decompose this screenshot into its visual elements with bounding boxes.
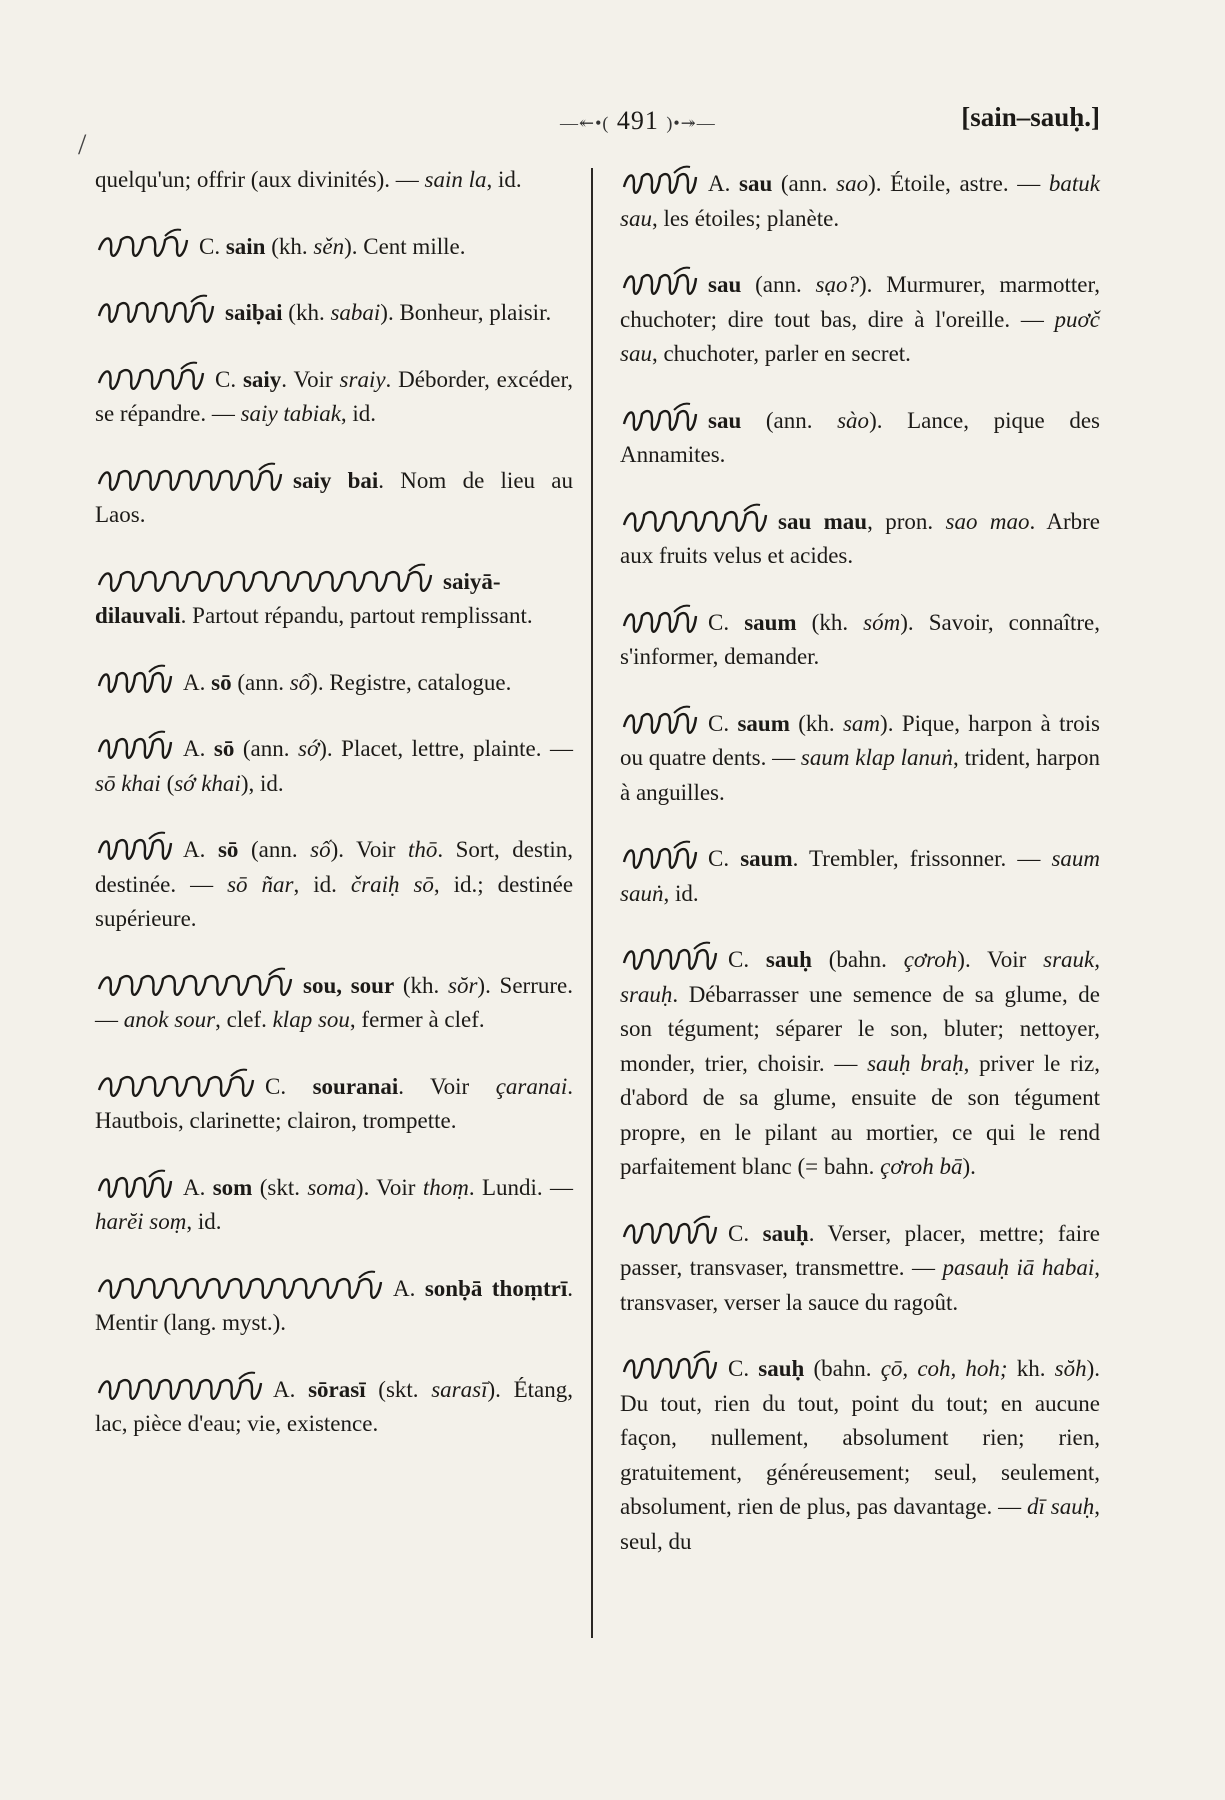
definition-text: . Débarrasser une semence de sa glume, de son tégument; séparer le son, bluter; nettoyer, monder, trier, choisir. — (620, 981, 1100, 1076)
definition-text: A. (183, 837, 218, 862)
entry-sau2 (620, 264, 1100, 372)
definition-text: (bahn. (804, 1356, 881, 1381)
definition-text: (ann. (238, 837, 311, 862)
italic-term: sō khai (95, 770, 161, 796)
cham-script-glyph (95, 829, 175, 863)
definition-text: C. (728, 947, 766, 972)
definition-text: C. (708, 710, 738, 736)
cham-script-glyph (620, 163, 700, 197)
italic-term: thō (407, 837, 438, 862)
entry-sauh2 (620, 1213, 1100, 1321)
definition-text: ). Savoir, connaître, s'informer, demander. (620, 609, 1100, 669)
italic-term: sổ (289, 669, 311, 695)
italic-term: sauḥ braḥ (867, 1050, 964, 1076)
italic-term: sō ñar (227, 871, 294, 897)
cham-script-glyph (95, 292, 217, 326)
definition-text: ). Étoile, astre. — (868, 171, 1049, 196)
definition-text: (kh. (265, 233, 314, 259)
definition-text: ( (160, 770, 175, 796)
definition-text: , id. (663, 880, 699, 906)
definition-text: . Lundi. — (468, 1174, 573, 1200)
definition-text: , clef. (215, 1007, 273, 1032)
definition-text: . Voir (281, 366, 340, 392)
cham-script-glyph (620, 939, 720, 973)
entry-sorasi (95, 1369, 573, 1442)
page-header (90, 98, 1100, 148)
headword: sau (708, 272, 742, 297)
definition-text: C. (708, 846, 741, 871)
cham-script-glyph (95, 1167, 175, 1201)
definition-text: (kh. (282, 300, 331, 325)
definition-text: quelqu'un; offrir (aux divinités). — (95, 167, 425, 192)
definition-text: ). Pique, harpon à trois ou quatre dents. — (620, 710, 1100, 770)
italic-term: sớ khai (174, 770, 241, 796)
definition-text: ). Voir (330, 837, 408, 862)
italic-term: batuk sau (620, 171, 1100, 231)
italic-term: sớ (298, 736, 320, 761)
italic-term: sào (837, 407, 870, 433)
definition-text: (kh. (394, 972, 449, 998)
italic-term: sŏh (1054, 1356, 1087, 1381)
headword: sōrasī (308, 1376, 366, 1402)
italic-term: klap sou (272, 1007, 350, 1032)
definition-text: , chuchoter, parler en secret. (651, 341, 911, 366)
definition-text: . Nom de lieu au Laos. (95, 467, 574, 527)
definition-text: . Arbre aux fruits velus et acides. (620, 508, 1100, 568)
cham-script-glyph (95, 1066, 257, 1100)
definition-text: (skt. (365, 1376, 432, 1402)
italic-term: srauk, srauḥ (620, 947, 1100, 1007)
cham-script-glyph (620, 703, 700, 737)
definition-text: , les étoiles; planète. (651, 205, 840, 231)
italic-term: sao mao (945, 508, 1030, 534)
ornament-right: )•↠— (666, 113, 716, 133)
definition-text: (ann. (234, 736, 298, 761)
definition-text: C. (199, 233, 226, 259)
italic-term: çơroh bā (880, 1154, 963, 1179)
definition-text: , id. (340, 401, 377, 426)
definition-text: , id. (186, 1209, 222, 1234)
headword: saiyā-dilauvali (95, 568, 501, 628)
italic-term: sraiy (339, 366, 386, 392)
headword: sō (217, 837, 239, 862)
definition-text: C. (728, 1356, 759, 1381)
italic-term: sam (842, 710, 881, 736)
definition-text: , pron. (867, 508, 946, 534)
definition-text: . Trembler, frissonner. — (792, 846, 1052, 871)
headword: sonḅā thoṃtrī (424, 1275, 568, 1301)
entry-sau3 (620, 400, 1100, 473)
headword: saum (744, 609, 797, 635)
definition-text: , seul, du (620, 1494, 1101, 1554)
cham-script-glyph (95, 226, 191, 260)
headword: souranai (312, 1073, 399, 1099)
definition-text: C. (708, 609, 745, 635)
cham-script-glyph (95, 965, 295, 999)
headword: saiy bai (293, 467, 379, 493)
ornament-left: —↞•( (560, 113, 610, 133)
italic-term: sŏr (448, 972, 478, 998)
definition-text: A. (708, 171, 739, 196)
definition-text: ). Registre, catalogue. (310, 669, 512, 695)
page-number: 491 (616, 106, 659, 135)
entry-saum1 (620, 602, 1100, 675)
definition-text: , transvaser, verser la sauce du ragoût. (620, 1255, 1101, 1315)
entry-saumau (620, 501, 1100, 574)
entry-so2 (95, 728, 573, 801)
definition-text: , id. (486, 167, 522, 192)
cham-script-glyph (95, 1369, 265, 1403)
cham-script-glyph (95, 728, 175, 762)
headword: saum (737, 710, 790, 736)
italic-term: số (310, 837, 331, 862)
running-head: [sain–sauḥ.] (961, 102, 1100, 132)
cham-script-glyph (95, 561, 435, 595)
definition-text: , priver le riz, d'abord de sa glume, ensuite de son tégument propre, en le pilant au mortier, ce qui le rend parfaitement blanc (= bahn. (620, 1050, 1100, 1179)
entry-so3 (95, 829, 573, 937)
headword: sauḥ (765, 947, 812, 972)
italic-term: sain la (424, 167, 487, 192)
definition-text: ). (962, 1154, 976, 1179)
definition-text: ). Murmurer, marmotter, chuchoter; dire tout bas, dire à l'oreille. — (620, 272, 1100, 332)
definition-text: ). Placet, lettre, plainte. — (319, 736, 573, 761)
definition-text: (ann. (772, 171, 837, 196)
italic-term: sóm (863, 609, 901, 635)
entry-cont (95, 163, 573, 198)
definition-text: ), id. (240, 770, 284, 796)
definition-text: (skt. (252, 1174, 308, 1200)
headword: saum (740, 846, 793, 871)
definition-text: . Déborder, excéder, se répandre. — (95, 366, 574, 426)
entry-sauh1 (620, 939, 1100, 1185)
definition-text: A. (183, 669, 212, 695)
italic-term: sarasī (431, 1376, 488, 1402)
definition-text: A. (393, 1275, 425, 1301)
entry-so1 (95, 662, 573, 701)
headword: sō (211, 669, 232, 695)
definition-text: , fermer à clef. (349, 1007, 485, 1032)
cham-script-glyph (620, 838, 700, 872)
entry-saum2 (620, 703, 1100, 811)
definition-text: (ann. (231, 669, 290, 695)
entry-som (95, 1167, 573, 1240)
headword: saiy (242, 366, 282, 392)
cham-script-glyph (620, 1348, 720, 1382)
headword: sō (213, 736, 235, 761)
definition-text: (bahn. (811, 947, 904, 972)
entry-sou (95, 965, 573, 1038)
cham-script-glyph (620, 264, 700, 298)
definition-text: , id. (293, 871, 351, 897)
definition-text: A. (183, 736, 214, 761)
entry-sain (95, 226, 573, 265)
headword: sau mau (778, 508, 868, 534)
italic-term: çơroh (903, 947, 958, 972)
definition-text: (ann. (741, 407, 838, 433)
italic-term: dī sauḥ (1027, 1494, 1095, 1519)
italic-term: saum klap lanuṅ (800, 745, 954, 770)
headword: sain (225, 233, 266, 259)
headword: saiḅai (225, 300, 283, 325)
definition-text: . Mentir (lang. myst.). (95, 1275, 573, 1335)
cham-script-glyph (620, 400, 700, 434)
italic-term: pasauḥ iā habai (942, 1255, 1095, 1280)
cham-script-glyph (620, 501, 770, 535)
cham-script-glyph (95, 662, 175, 696)
margin-mark: / (78, 128, 87, 161)
headword: sauḥ (758, 1356, 805, 1381)
definition-text: . Voir (398, 1073, 496, 1099)
italic-term: harĕi soṃ (95, 1209, 187, 1234)
definition-text: . Verser, placer, mettre; faire passer, transvaser, transmettre. — (620, 1220, 1101, 1280)
italic-term: sabai (330, 300, 381, 325)
column-rule (591, 168, 593, 1638)
definition-text: C. (265, 1073, 313, 1099)
italic-term: saum sauṅ (620, 846, 1100, 906)
entry-sauh3 (620, 1348, 1100, 1559)
italic-term: çō, coh, hoh; (880, 1356, 1008, 1381)
italic-term: anok sour (123, 1007, 216, 1032)
definition-text: . Sort, destin, destinée. — (95, 837, 573, 897)
left-column (95, 163, 573, 1470)
italic-term: çaranai (495, 1073, 568, 1099)
page-number-group (560, 106, 716, 136)
definition-text: (kh. (796, 609, 864, 635)
entry-saiybai (95, 460, 573, 533)
definition-text: ). Serrure. — (95, 972, 573, 1032)
definition-text: . Partout répandu, partout remplissant. (180, 603, 533, 628)
definition-text: ). Bonheur, plaisir. (380, 300, 552, 325)
definition-text: (kh. (789, 710, 843, 736)
definition-text: ). Du tout, rien du tout, point du tout; en aucune façon, nullement, absolument rien; rien, gratuitement, généreusement; seul, seulement, absolument, rien de plus, pas davantage. — (620, 1356, 1101, 1519)
right-column (620, 163, 1100, 1587)
definition-text: C. (728, 1220, 763, 1246)
italic-term: puơč sau (620, 306, 1100, 366)
cham-script-glyph (95, 460, 285, 494)
definition-text: ). Voir (355, 1174, 423, 1200)
definition-text: . Hautbois, clarinette; clairon, trompette. (95, 1073, 574, 1133)
cham-script-glyph (95, 359, 207, 393)
italic-term: čraiḥ sō (350, 871, 434, 897)
entry-saiy (95, 359, 573, 432)
entry-saiya (95, 561, 573, 634)
headword: som (212, 1174, 253, 1200)
definition-text: C. (215, 366, 243, 392)
definition-text: A. (183, 1174, 213, 1200)
definition-text: ). Cent mille. (344, 233, 466, 259)
italic-term: saiy tabiak (240, 401, 341, 426)
cham-script-glyph (620, 1213, 720, 1247)
definition-text: , trident, harpon à anguilles. (620, 745, 1101, 805)
italic-term: sěn (313, 233, 345, 259)
headword: sou, sour (303, 972, 395, 998)
entry-saum3 (620, 838, 1100, 911)
headword: sauḥ (762, 1220, 809, 1246)
cham-script-glyph (95, 1268, 385, 1302)
italic-term: sạo? (815, 272, 859, 297)
italic-term: sao (836, 171, 869, 196)
definition-text: A. (273, 1376, 309, 1402)
cham-script-glyph (620, 602, 700, 636)
definition-text: ). Lance, pique des Annamites. (620, 407, 1101, 467)
italic-term: soma (307, 1174, 356, 1200)
definition-text: ). Étang, lac, pièce d'eau; vie, existence. (95, 1376, 573, 1436)
definition-text: kh. (1007, 1356, 1055, 1381)
entry-souranai (95, 1066, 573, 1139)
definition-text: ). Voir (957, 947, 1044, 972)
entry-saibai (95, 292, 573, 331)
definition-text: (ann. (741, 272, 816, 297)
headword: sau (708, 407, 742, 433)
entry-sau1 (620, 163, 1100, 236)
italic-term: thoṃ (422, 1174, 469, 1200)
definition-text: , id.; destinée supérieure. (95, 871, 574, 931)
headword: sau (739, 171, 773, 196)
entry-sonba (95, 1268, 573, 1341)
